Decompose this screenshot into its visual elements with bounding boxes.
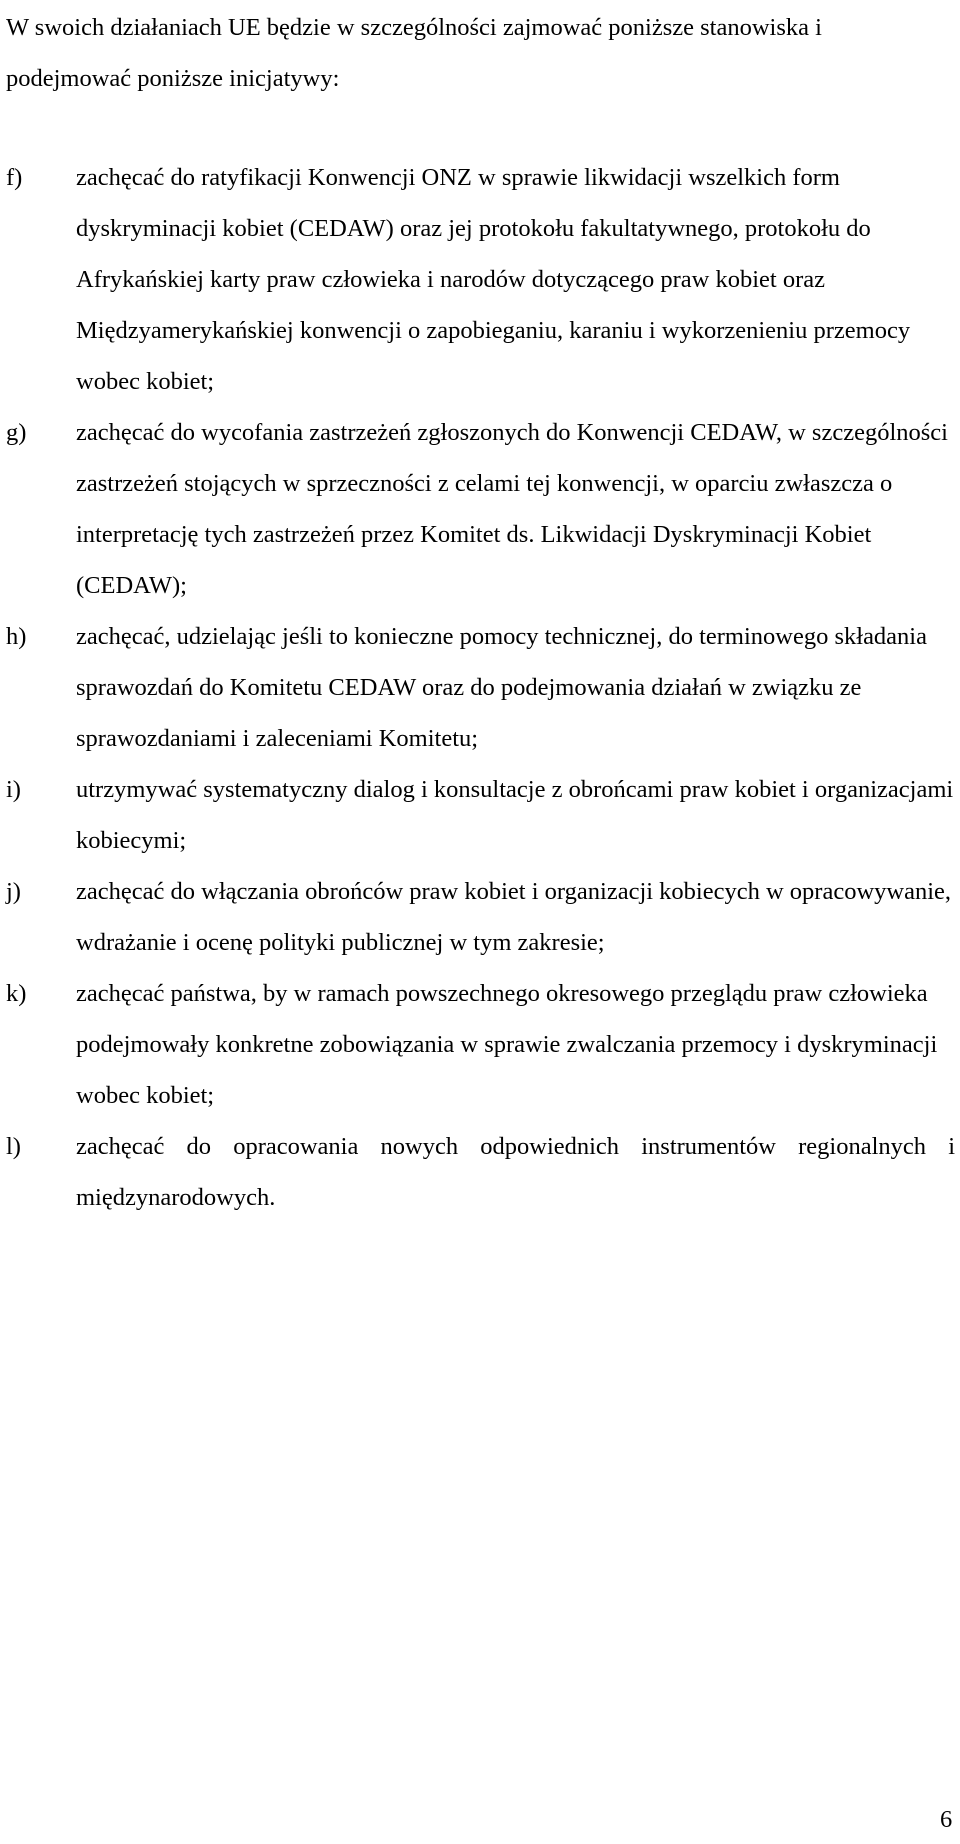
- list-item-l: [0, 1121, 960, 1223]
- intro-paragraph: W swoich działaniach UE będzie w szczególności zajmować poniższe stanowiska i podejmować poniższe inicjatywy:: [6, 14, 822, 92]
- list-marker: k): [6, 980, 27, 1007]
- list-marker: g): [6, 419, 27, 446]
- list-marker: f): [6, 164, 23, 191]
- list-marker: h): [6, 623, 27, 650]
- list-item-text: zachęcać do wycofania zastrzeżeń zgłoszonych do Konwencji CEDAW, w szczególności zastrzeżeń stojących w sprzeczności z celami tej konwencji, w oparciu zwłaszcza o interpretację tych zastrzeżeń przez Komitet ds. Likwidacji Dyskryminacji Kobiet (CEDAW);: [76, 419, 948, 599]
- list-item-text: utrzymywać systematyczny dialog i konsultacje z obrońcami praw kobiet i organizacjami kobiecymi;: [76, 776, 954, 854]
- list-item-j: [0, 866, 960, 968]
- list-item-text: zachęcać do opracowania nowych odpowiednich instrumentów regionalnych i międzynarodowych.: [76, 1133, 955, 1211]
- list-marker: i): [6, 776, 21, 803]
- list-marker: l): [6, 1133, 21, 1160]
- list-item-h: [0, 611, 960, 764]
- list-item-text: zachęcać do włączania obrońców praw kobiet i organizacji kobiecych w opracowywanie, wdrażanie i ocenę polityki publicznej w tym zakresie;: [76, 878, 952, 956]
- list-item-text: zachęcać do ratyfikacji Konwencji ONZ w sprawie likwidacji wszelkich form dyskryminacji kobiet (CEDAW) oraz jej protokołu fakultatywnego, protokołu do Afrykańskiej karty praw człowieka i narodów dotyczącego praw kobiet oraz Międzyamerykańskiej konwencji o zapobieganiu, karaniu i wykorzenieniu przemocy wobec kobiet;: [76, 164, 911, 395]
- list-item-i: [0, 764, 960, 866]
- page-number: 6: [940, 1806, 953, 1833]
- list-item-text: zachęcać państwa, by w ramach powszechnego okresowego przeglądu praw człowieka podejmowały konkretne zobowiązania w sprawie zwalczania przemocy i dyskryminacji wobec kobiet;: [76, 980, 938, 1109]
- list-item-f: [0, 152, 960, 407]
- list-item-g: [0, 407, 960, 611]
- initiatives-list: [0, 152, 960, 1223]
- list-item-text: zachęcać, udzielając jeśli to konieczne pomocy technicznej, do terminowego składania sprawozdań do Komitetu CEDAW oraz do podejmowania działań w związku ze sprawozdaniami i zaleceniami Komitetu;: [76, 623, 927, 752]
- list-item-k: [0, 968, 960, 1121]
- list-marker: j): [6, 878, 21, 905]
